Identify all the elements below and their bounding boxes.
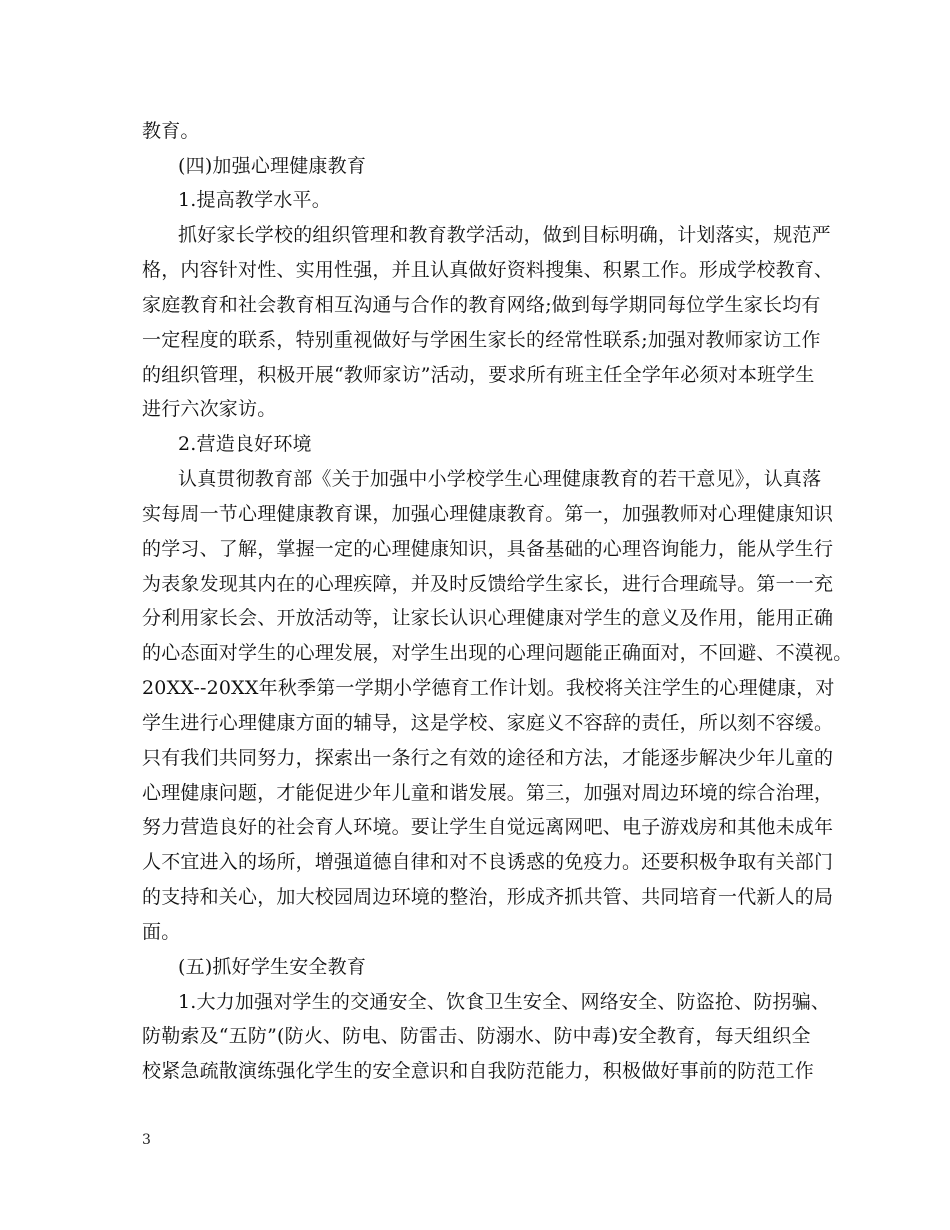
body-text-line: 抓好家长学校的组织管理和教育教学活动，做到目标明确，计划落实，规范严	[178, 224, 831, 246]
body-text-line: 面。	[142, 921, 181, 943]
body-text-line: 的组织管理，积极开展“教师家访”活动，要求所有班主任全学年必须对本班学生	[142, 364, 815, 386]
body-text-line: 的心态面对学生的心理发展，对学生出现的心理问题能正确面对，不回避、不漠视。	[142, 642, 853, 664]
body-text-line: 为表象发现其内在的心理疾障，并及时反馈给学生家长，进行合理疏导。第一一充	[142, 573, 834, 595]
body-text-line: 教育。	[142, 120, 200, 142]
body-text-line: 学生进行心理健康方面的辅导，这是学校、家庭义不容辞的责任，所以刻不容缓。	[142, 712, 834, 734]
body-text-line: 家庭教育和社会教育相互沟通与合作的教育网络;做到每学期同每位学生家长均有	[142, 294, 821, 316]
body-text-line: 实每周一节心理健康教育课，加强心理健康教育。第一，加强教师对心理健康知识	[142, 503, 834, 525]
body-text-line: 分利用家长会、开放活动等，让家长认识心理健康对学生的意义及作用，能用正确	[142, 607, 834, 629]
section-heading: (四)加强心理健康教育	[178, 155, 367, 177]
subsection-heading: 2.营造良好环境	[178, 433, 312, 455]
body-text-line: 一定程度的联系，特别重视做好与学困生家长的经常性联系;加强对教师家访工作	[142, 329, 821, 351]
body-text-line: 1.大力加强对学生的交通安全、饮食卫生安全、网络安全、防盗抢、防拐骗、	[178, 991, 831, 1013]
body-text-line: 校紧急疏散演练强化学生的安全意识和自我防范能力，积极做好事前的防范工作	[142, 1060, 815, 1082]
body-text-line: 防勒索及“五防”(防火、防电、防雷击、防溺水、防中毒)安全教育，每天组织全	[142, 1025, 811, 1047]
body-text-line: 的学习、了解，掌握一定的心理健康知识，具备基础的心理咨询能力，能从学生行	[142, 538, 834, 560]
body-text-line: 进行六次家访。	[142, 398, 277, 420]
body-text-line: 20XX--20XX年秋季第一学期小学德育工作计划。我校将关注学生的心理健康，对	[142, 677, 835, 699]
body-text-line: 人不宜进入的场所，增强道德自律和对不良诱惑的免疫力。还要积极争取有关部门	[142, 851, 834, 873]
subsection-heading: 1.提高教学水平。	[178, 189, 331, 211]
body-text-line: 努力营造良好的社会育人环境。要让学生自觉远离网吧、电子游戏房和其他未成年	[142, 816, 834, 838]
page-number: 3	[142, 1132, 151, 1148]
body-text-line: 格，内容针对性、实用性强，并且认真做好资料搜集、积累工作。形成学校教育、	[142, 259, 834, 281]
body-text-line: 只有我们共同努力，探索出一条行之有效的途径和方法，才能逐步解决少年儿童的	[142, 747, 834, 769]
body-text-line: 的支持和关心，加大校园周边环境的整治，形成齐抓共管、共同培育一代新人的局	[142, 886, 834, 908]
section-heading: (五)抓好学生安全教育	[178, 956, 367, 978]
body-text-line: 认真贯彻教育部《关于加强中小学校学生心理健康教育的若干意见》，认真落	[178, 468, 822, 490]
body-text-line: 心理健康问题，才能促进少年儿童和谐发展。第三，加强对周边环境的综合治理，	[142, 782, 834, 804]
